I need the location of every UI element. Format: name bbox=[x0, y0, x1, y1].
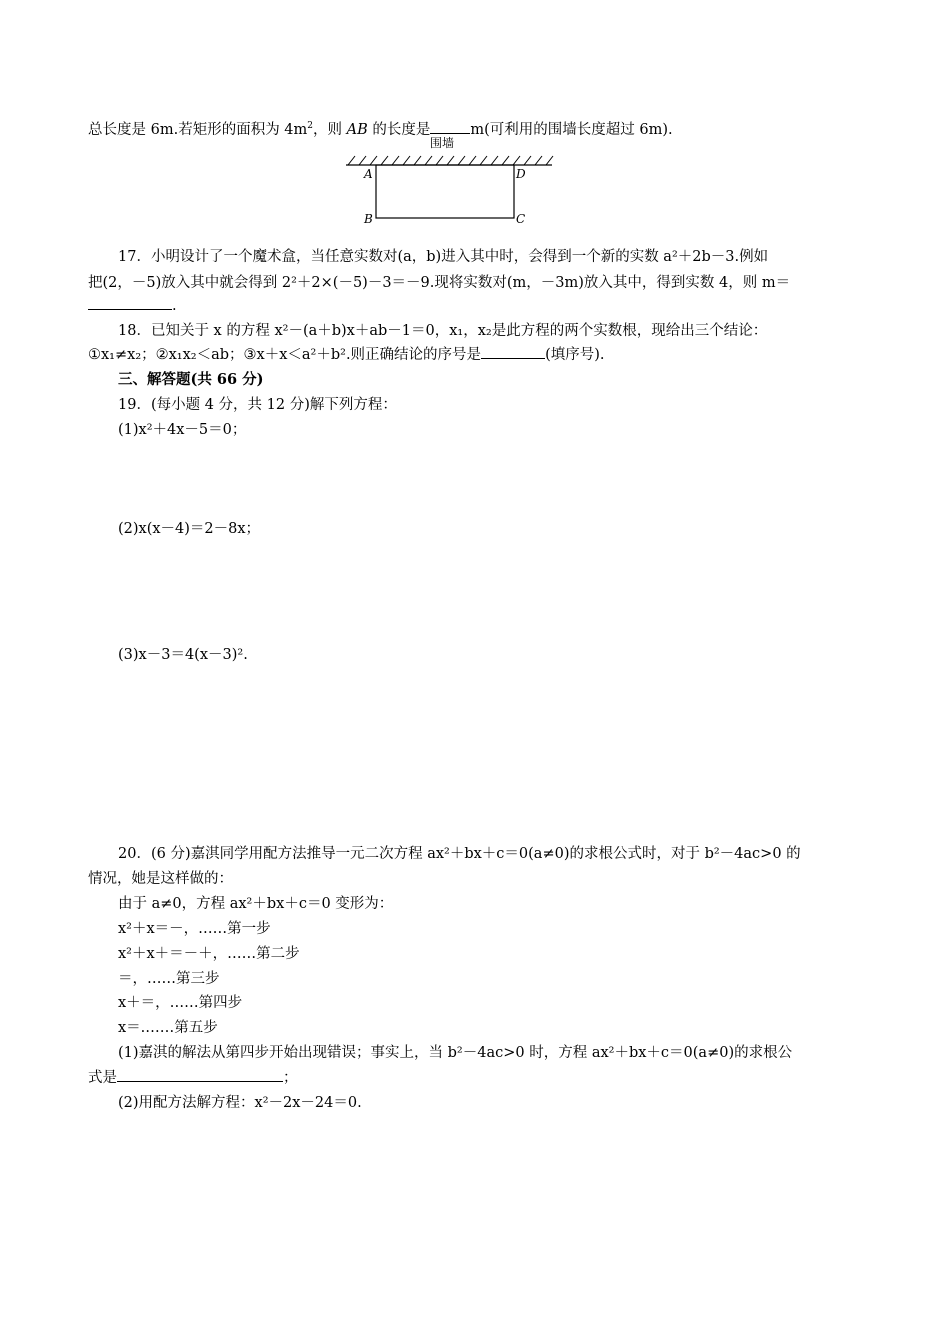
wall-hatch-mark bbox=[381, 156, 388, 165]
q17-line-3 bbox=[88, 297, 177, 315]
wall-hatch-mark bbox=[458, 156, 465, 165]
q16-text3: 的长度是 bbox=[367, 122, 431, 138]
q18-answer-blank[interactable] bbox=[481, 346, 545, 359]
q17-line-1: 17．小明设计了一个魔术盒，当任意实数对(a，b)进入其中时，会得到一个新的实数 a²＋2b－3.例如 bbox=[118, 249, 769, 265]
q20-semicolon: ； bbox=[283, 1070, 298, 1086]
wall-hatch-mark bbox=[392, 156, 399, 165]
q20-step-2: x²＋x＋＝－＋，……第二步 bbox=[118, 946, 300, 962]
wall-hatch-mark bbox=[436, 156, 443, 165]
q20-answer-blank[interactable] bbox=[117, 1069, 283, 1082]
q16-answer-blank[interactable] bbox=[430, 121, 470, 134]
wall-hatch-mark bbox=[502, 156, 509, 165]
q20-line-1: 20．(6 分)嘉淇同学用配方法推导一元二次方程 ax²＋bx＋c＝0(a≠0)的求根公式时，对于 b²－4ac>0 的 bbox=[118, 846, 801, 862]
wall-label: 围墙 bbox=[430, 136, 455, 150]
wall-hatch-mark bbox=[491, 156, 498, 165]
q18-line-2 bbox=[88, 346, 605, 364]
wall-hatch-mark bbox=[535, 156, 542, 165]
q20-question-2: (2)用配方法解方程：x²－2x－24＝0. bbox=[118, 1095, 362, 1111]
wall-hatch-mark bbox=[447, 156, 454, 165]
q17-line-2: 把(2，－5)放入其中就会得到 2²＋2×(－5)－3＝－9.现将实数对(m，－3m)放入其中，得到实数 4，则 m＝ bbox=[88, 275, 791, 291]
q16-text2: ，则 bbox=[313, 122, 347, 138]
q20-step-3: ＝，……第三步 bbox=[118, 971, 220, 987]
q20-line-3: 由于 a≠0，方程 ax²＋bx＋c＝0 变形为： bbox=[118, 896, 394, 912]
q20-line-2: 情况，她是这样做的： bbox=[88, 871, 233, 887]
point-d-label: D bbox=[516, 167, 526, 181]
q20-question-1: (1)嘉淇的解法从第四步开始出现错误；事实上，当 b²－4ac>0 时，方程 ax²＋bx＋c＝0(a≠0)的求根公 bbox=[118, 1045, 793, 1061]
wall-hatch-mark bbox=[414, 156, 421, 165]
wall-hatch-mark bbox=[359, 156, 366, 165]
q20-step-5: x＝.……第五步 bbox=[118, 1020, 218, 1036]
wall-hatch-mark bbox=[403, 156, 410, 165]
q20-text: 式是 bbox=[88, 1070, 117, 1086]
wall-hatch-mark bbox=[469, 156, 476, 165]
q16-ab: AB bbox=[346, 122, 368, 138]
q19-heading: 19．(每小题 4 分，共 12 分)解下列方程： bbox=[118, 397, 397, 413]
q19-part-1: (1)x²＋4x－5＝0； bbox=[118, 422, 247, 438]
wall-hatch-mark bbox=[480, 156, 487, 165]
q16-text4: m(可利用的围墙长度超过 6m). bbox=[470, 122, 673, 138]
wall-hatch-mark bbox=[348, 156, 355, 165]
wall-hatch-mark bbox=[546, 156, 553, 165]
wall-rectangle-figure bbox=[340, 134, 560, 230]
point-a-label: A bbox=[364, 167, 373, 181]
q19-part-3: (3)x－3＝4(x－3)². bbox=[118, 647, 248, 663]
q20-question-1-cont bbox=[88, 1069, 298, 1087]
wall-hatch-mark bbox=[370, 156, 377, 165]
q19-part-2: (2)x(x－4)＝2－8x； bbox=[118, 521, 261, 537]
wall-hatch-mark bbox=[425, 156, 432, 165]
q18-line-1: 18．已知关于 x 的方程 x²－(a＋b)x＋ab－1＝0，x₁，x₂是此方程的两个实数根，现给出三个结论： bbox=[118, 323, 768, 339]
q20-step-4: x＋＝，……第四步 bbox=[118, 995, 243, 1011]
q17-answer-blank[interactable] bbox=[88, 297, 172, 310]
point-c-label: C bbox=[516, 212, 526, 226]
wall-hatch-mark bbox=[513, 156, 520, 165]
section-3-heading: 三、解答题(共 66 分) bbox=[118, 371, 264, 388]
q16-text: 总长度是 6m.若矩形的面积为 4m bbox=[88, 122, 308, 138]
point-b-label: B bbox=[364, 212, 373, 226]
q20-step-1: x²＋x＝－，……第一步 bbox=[118, 921, 271, 937]
q17-period: . bbox=[172, 298, 177, 314]
q18-text: ①x₁≠x₂；②x₁x₂＜ab；③x＋x＜a²＋b².则正确结论的序号是 bbox=[88, 347, 482, 363]
q16-sup: 2 bbox=[307, 121, 314, 131]
q18-text-end: (填序号). bbox=[545, 347, 605, 363]
wall-hatch-mark bbox=[524, 156, 531, 165]
